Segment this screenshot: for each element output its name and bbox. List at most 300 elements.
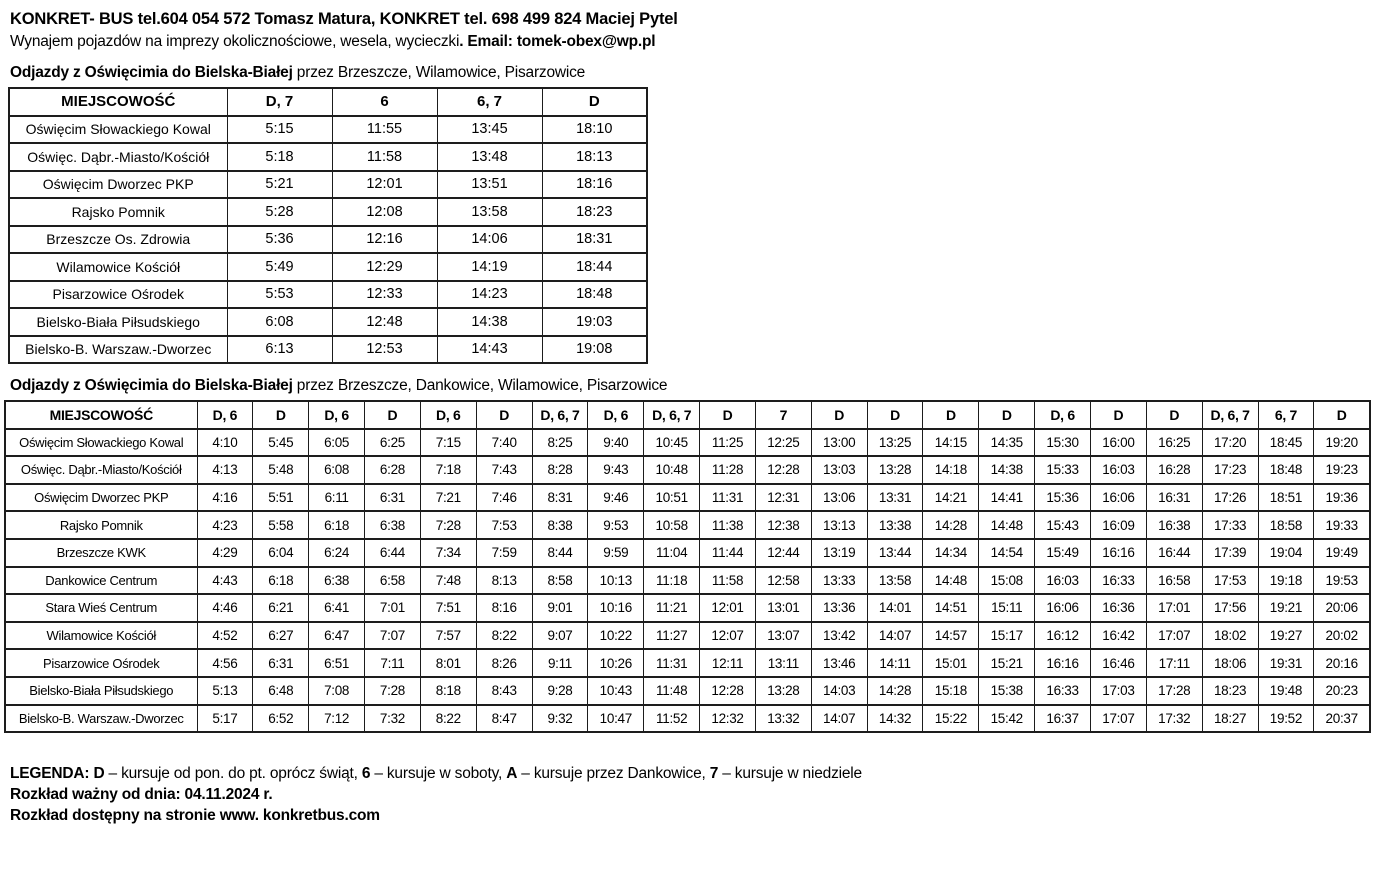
service-days-header: D	[1146, 401, 1202, 429]
departure-time-cell: 20:37	[1314, 705, 1370, 733]
departure-time-cell: 16:16	[1035, 649, 1091, 677]
departure-time-cell: 7:53	[476, 511, 532, 539]
departure-time-cell: 14:07	[811, 705, 867, 733]
table-row	[5, 539, 1370, 567]
departure-time-cell: 7:46	[476, 484, 532, 512]
valid-from-line: Rozkład ważny od dnia: 04.11.2024 r.	[10, 786, 273, 804]
departure-time-cell: 16:33	[1091, 567, 1147, 595]
table-header-row	[5, 401, 1370, 429]
departure-time-cell: 12:31	[755, 484, 811, 512]
stop-name-cell: Pisarzowice Ośrodek	[9, 281, 227, 309]
departure-time-cell: 15:22	[923, 705, 979, 733]
departure-time-cell: 10:45	[644, 429, 700, 457]
departure-time-cell: 16:42	[1091, 622, 1147, 650]
departure-time-cell: 13:58	[867, 567, 923, 595]
departure-time-cell: 9:43	[588, 456, 644, 484]
departure-time-cell: 6:27	[253, 622, 309, 650]
departure-time-cell: 16:06	[1035, 594, 1091, 622]
departure-time-cell: 19:21	[1258, 594, 1314, 622]
page-title: KONKRET- BUS tel.604 054 572 Tomasz Matura, KONKRET tel. 698 499 824 Maciej Pytel	[10, 10, 678, 28]
departure-time-cell: 14:06	[437, 226, 542, 254]
departure-time-cell: 7:21	[420, 484, 476, 512]
stop-name-cell: Brzeszcze Os. Zdrowia	[9, 226, 227, 254]
departure-time-cell: 19:49	[1314, 539, 1370, 567]
departure-time-cell: 17:01	[1146, 594, 1202, 622]
departure-time-cell: 14:03	[811, 677, 867, 705]
departure-time-cell: 7:18	[420, 456, 476, 484]
departure-time-cell: 6:47	[309, 622, 365, 650]
departure-time-cell: 15:42	[979, 705, 1035, 733]
service-days-header: 6, 7	[1258, 401, 1314, 429]
departure-time-cell: 7:15	[420, 429, 476, 457]
departure-time-cell: 11:44	[700, 539, 756, 567]
table-row	[9, 226, 647, 254]
departure-time-cell: 17:56	[1202, 594, 1258, 622]
stop-name-cell: Bielsko-Biała Piłsudskiego	[9, 308, 227, 336]
departure-time-cell: 5:13	[197, 677, 253, 705]
timetable-dankowice	[4, 400, 1371, 733]
departure-time-cell: 15:49	[1035, 539, 1091, 567]
departure-time-cell: 6:44	[365, 539, 421, 567]
departure-time-cell: 8:28	[532, 456, 588, 484]
departure-time-cell: 10:43	[588, 677, 644, 705]
departure-time-cell: 12:33	[332, 281, 437, 309]
table-row	[9, 336, 647, 364]
departure-time-cell: 4:10	[197, 429, 253, 457]
departure-time-cell: 10:58	[644, 511, 700, 539]
departure-time-cell: 12:58	[755, 567, 811, 595]
departure-time-cell: 13:48	[437, 143, 542, 171]
departure-time-cell: 13:33	[811, 567, 867, 595]
departure-time-cell: 6:18	[309, 511, 365, 539]
departure-time-cell: 15:38	[979, 677, 1035, 705]
table-row	[5, 511, 1370, 539]
table-row	[9, 198, 647, 226]
departure-time-cell: 17:32	[1146, 705, 1202, 733]
stop-name-cell: Brzeszcze KWK	[5, 539, 197, 567]
departure-time-cell: 14:32	[867, 705, 923, 733]
departure-time-cell: 7:51	[420, 594, 476, 622]
departure-time-cell: 14:38	[979, 456, 1035, 484]
departure-time-cell: 9:01	[532, 594, 588, 622]
stop-name-cell: Stara Wieś Centrum	[5, 594, 197, 622]
table-row	[9, 281, 647, 309]
departure-time-cell: 10:47	[588, 705, 644, 733]
departure-time-cell: 14:48	[923, 567, 979, 595]
departure-time-cell: 9:32	[532, 705, 588, 733]
departure-time-cell: 12:11	[700, 649, 756, 677]
departure-time-cell: 8:22	[420, 705, 476, 733]
departure-time-cell: 5:51	[253, 484, 309, 512]
departure-time-cell: 5:48	[253, 456, 309, 484]
departure-time-cell: 17:28	[1146, 677, 1202, 705]
departure-time-cell: 13:58	[437, 198, 542, 226]
departure-time-cell: 6:18	[253, 567, 309, 595]
departure-time-cell: 9:40	[588, 429, 644, 457]
table-header-row	[9, 88, 647, 116]
departure-time-cell: 4:52	[197, 622, 253, 650]
departure-time-cell: 7:28	[365, 677, 421, 705]
departure-time-cell: 14:57	[923, 622, 979, 650]
departure-time-cell: 14:48	[979, 511, 1035, 539]
departure-time-cell: 6:13	[227, 336, 332, 364]
table-row	[9, 171, 647, 199]
departure-time-cell: 13:07	[755, 622, 811, 650]
departure-time-cell: 7:07	[365, 622, 421, 650]
departure-time-cell: 12:29	[332, 253, 437, 281]
departure-time-cell: 18:48	[542, 281, 647, 309]
departure-time-cell: 14:23	[437, 281, 542, 309]
departure-time-cell: 12:32	[700, 705, 756, 733]
departure-time-cell: 7:48	[420, 567, 476, 595]
departure-time-cell: 11:18	[644, 567, 700, 595]
stop-name-cell: Bielsko-B. Warszaw.-Dworzec	[9, 336, 227, 364]
departure-time-cell: 11:31	[644, 649, 700, 677]
departure-time-cell: 14:21	[923, 484, 979, 512]
departure-time-cell: 15:33	[1035, 456, 1091, 484]
departure-time-cell: 12:16	[332, 226, 437, 254]
departure-time-cell: 19:31	[1258, 649, 1314, 677]
departure-time-cell: 5:36	[227, 226, 332, 254]
service-days-header: D	[365, 401, 421, 429]
departure-time-cell: 8:18	[420, 677, 476, 705]
departure-time-cell: 15:21	[979, 649, 1035, 677]
departure-time-cell: 19:08	[542, 336, 647, 364]
departure-time-cell: 9:46	[588, 484, 644, 512]
departure-time-cell: 13:19	[811, 539, 867, 567]
legend-description: – kursuje przez Dankowice,	[517, 765, 710, 783]
departure-time-cell: 19:48	[1258, 677, 1314, 705]
departure-time-cell: 15:17	[979, 622, 1035, 650]
table-row	[5, 677, 1370, 705]
service-days-header: D, 6	[588, 401, 644, 429]
departure-time-cell: 7:57	[420, 622, 476, 650]
departure-time-cell: 16:03	[1035, 567, 1091, 595]
departure-time-cell: 15:11	[979, 594, 1035, 622]
departure-time-cell: 17:39	[1202, 539, 1258, 567]
departure-time-cell: 12:28	[755, 456, 811, 484]
service-days-header: D, 6	[197, 401, 253, 429]
legend-symbol: A	[506, 765, 518, 783]
legend-description: – kursuje od pon. do pt. oprócz świąt,	[104, 765, 362, 783]
departure-time-cell: 14:51	[923, 594, 979, 622]
departure-time-cell: 5:21	[227, 171, 332, 199]
departure-time-cell: 11:52	[644, 705, 700, 733]
stop-name-cell: Dankowice Centrum	[5, 567, 197, 595]
departure-time-cell: 16:16	[1091, 539, 1147, 567]
table-row	[9, 143, 647, 171]
legend-description: – kursuje w niedziele	[718, 765, 862, 783]
departure-time-cell: 11:28	[700, 456, 756, 484]
departure-time-cell: 14:18	[923, 456, 979, 484]
departure-time-cell: 8:44	[532, 539, 588, 567]
departure-time-cell: 11:38	[700, 511, 756, 539]
table-row	[5, 594, 1370, 622]
departure-time-cell: 20:06	[1314, 594, 1370, 622]
section2-heading-bold: Odjazdy z Oświęcimia do Bielska-Białej	[10, 377, 293, 394]
stop-name-cell: Bielsko-Biała Piłsudskiego	[5, 677, 197, 705]
service-days-header: D, 6	[1035, 401, 1091, 429]
departure-time-cell: 15:01	[923, 649, 979, 677]
departure-time-cell: 10:51	[644, 484, 700, 512]
departure-time-cell: 6:52	[253, 705, 309, 733]
service-days-header: D	[700, 401, 756, 429]
departure-time-cell: 10:26	[588, 649, 644, 677]
departure-time-cell: 11:55	[332, 116, 437, 144]
departure-time-cell: 6:08	[227, 308, 332, 336]
stop-name-cell: Oświęcim Dworzec PKP	[5, 484, 197, 512]
departure-time-cell: 14:07	[867, 622, 923, 650]
service-days-header: D	[867, 401, 923, 429]
departure-time-cell: 8:26	[476, 649, 532, 677]
departure-time-cell: 6:21	[253, 594, 309, 622]
stop-name-cell: Wilamowice Kościół	[5, 622, 197, 650]
departure-time-cell: 9:59	[588, 539, 644, 567]
departure-time-cell: 15:36	[1035, 484, 1091, 512]
stop-name-cell: Oświęcim Dworzec PKP	[9, 171, 227, 199]
service-days-header: D, 6, 7	[532, 401, 588, 429]
departure-time-cell: 14:19	[437, 253, 542, 281]
departure-time-cell: 9:11	[532, 649, 588, 677]
departure-time-cell: 13:06	[811, 484, 867, 512]
departure-time-cell: 15:30	[1035, 429, 1091, 457]
departure-time-cell: 14:34	[923, 539, 979, 567]
departure-time-cell: 11:21	[644, 594, 700, 622]
table-row	[5, 705, 1370, 733]
departure-time-cell: 13:32	[755, 705, 811, 733]
departure-time-cell: 19:53	[1314, 567, 1370, 595]
table-row	[5, 484, 1370, 512]
departure-time-cell: 18:58	[1258, 511, 1314, 539]
departure-time-cell: 6:51	[309, 649, 365, 677]
departure-time-cell: 16:09	[1091, 511, 1147, 539]
departure-time-cell: 12:01	[700, 594, 756, 622]
departure-time-cell: 12:44	[755, 539, 811, 567]
departure-time-cell: 4:29	[197, 539, 253, 567]
departure-time-cell: 13:51	[437, 171, 542, 199]
departure-time-cell: 17:07	[1091, 705, 1147, 733]
service-days-header: D	[979, 401, 1035, 429]
website-line: Rozkład dostępny na stronie www. konkretbus.com	[10, 807, 380, 825]
departure-time-cell: 8:47	[476, 705, 532, 733]
departure-time-cell: 11:27	[644, 622, 700, 650]
departure-time-cell: 16:03	[1091, 456, 1147, 484]
departure-time-cell: 7:40	[476, 429, 532, 457]
departure-time-cell: 9:07	[532, 622, 588, 650]
departure-time-cell: 7:34	[420, 539, 476, 567]
departure-time-cell: 17:53	[1202, 567, 1258, 595]
departure-time-cell: 18:51	[1258, 484, 1314, 512]
departure-time-cell: 18:23	[1202, 677, 1258, 705]
departure-time-cell: 18:48	[1258, 456, 1314, 484]
departure-time-cell: 13:13	[811, 511, 867, 539]
departure-time-cell: 5:49	[227, 253, 332, 281]
legend-symbol: D	[93, 765, 105, 783]
departure-time-cell: 6:11	[309, 484, 365, 512]
departure-time-cell: 6:48	[253, 677, 309, 705]
service-days-header: D, 7	[227, 88, 332, 116]
departure-time-cell: 18:16	[542, 171, 647, 199]
departure-time-cell: 19:23	[1314, 456, 1370, 484]
departure-time-cell: 4:23	[197, 511, 253, 539]
service-days-header: 7	[755, 401, 811, 429]
departure-time-cell: 10:16	[588, 594, 644, 622]
departure-time-cell: 19:03	[542, 308, 647, 336]
departure-time-cell: 7:59	[476, 539, 532, 567]
departure-time-cell: 11:25	[700, 429, 756, 457]
departure-time-cell: 18:45	[1258, 429, 1314, 457]
departure-time-cell: 10:48	[644, 456, 700, 484]
departure-time-cell: 12:38	[755, 511, 811, 539]
departure-time-cell: 4:46	[197, 594, 253, 622]
service-days-header: D, 6	[309, 401, 365, 429]
stop-column-header: MIEJSCOWOŚĆ	[5, 401, 197, 429]
departure-time-cell: 8:01	[420, 649, 476, 677]
departure-time-cell: 16:25	[1146, 429, 1202, 457]
section1-heading-bold: Odjazdy z Oświęcimia do Bielska-Białej	[10, 64, 293, 81]
stop-name-cell: Rajsko Pomnik	[9, 198, 227, 226]
departure-time-cell: 19:33	[1314, 511, 1370, 539]
table-row	[9, 308, 647, 336]
table-row	[5, 649, 1370, 677]
departure-time-cell: 5:45	[253, 429, 309, 457]
departure-time-cell: 20:16	[1314, 649, 1370, 677]
departure-time-cell: 7:43	[476, 456, 532, 484]
departure-time-cell: 16:58	[1146, 567, 1202, 595]
service-days-header: D, 6	[420, 401, 476, 429]
departure-time-cell: 19:18	[1258, 567, 1314, 595]
departure-time-cell: 9:53	[588, 511, 644, 539]
departure-time-cell: 5:53	[227, 281, 332, 309]
service-days-header: D	[1314, 401, 1370, 429]
departure-time-cell: 17:03	[1091, 677, 1147, 705]
departure-time-cell: 14:11	[867, 649, 923, 677]
legend-description: – kursuje w soboty,	[370, 765, 507, 783]
departure-time-cell: 13:31	[867, 484, 923, 512]
table-row	[5, 622, 1370, 650]
departure-time-cell: 18:44	[542, 253, 647, 281]
legend-line	[10, 765, 1375, 783]
departure-time-cell: 12:25	[755, 429, 811, 457]
stop-name-cell: Wilamowice Kościół	[9, 253, 227, 281]
stop-name-cell: Pisarzowice Ośrodek	[5, 649, 197, 677]
departure-time-cell: 16:36	[1091, 594, 1147, 622]
departure-time-cell: 13:28	[755, 677, 811, 705]
departure-time-cell: 8:31	[532, 484, 588, 512]
service-days-header: D	[253, 401, 309, 429]
departure-time-cell: 16:44	[1146, 539, 1202, 567]
departure-time-cell: 6:31	[365, 484, 421, 512]
service-days-header: D	[811, 401, 867, 429]
departure-time-cell: 20:02	[1314, 622, 1370, 650]
stop-name-cell: Rajsko Pomnik	[5, 511, 197, 539]
departure-time-cell: 16:31	[1146, 484, 1202, 512]
table-row	[9, 253, 647, 281]
departure-time-cell: 6:24	[309, 539, 365, 567]
page-subtitle	[10, 33, 1375, 51]
departure-time-cell: 13:42	[811, 622, 867, 650]
departure-time-cell: 9:28	[532, 677, 588, 705]
table-row	[5, 429, 1370, 457]
departure-time-cell: 6:41	[309, 594, 365, 622]
departure-time-cell: 11:48	[644, 677, 700, 705]
departure-time-cell: 4:13	[197, 456, 253, 484]
departure-time-cell: 19:52	[1258, 705, 1314, 733]
departure-time-cell: 16:38	[1146, 511, 1202, 539]
departure-time-cell: 17:23	[1202, 456, 1258, 484]
departure-time-cell: 8:43	[476, 677, 532, 705]
table-row	[5, 567, 1370, 595]
subtitle-text: Wynajem pojazdów na imprezy okolicznościowe, wesela, wycieczki	[10, 33, 460, 50]
departure-time-cell: 6:05	[309, 429, 365, 457]
departure-time-cell: 13:46	[811, 649, 867, 677]
departure-time-cell: 14:28	[867, 677, 923, 705]
departure-time-cell: 14:38	[437, 308, 542, 336]
departure-time-cell: 6:08	[309, 456, 365, 484]
departure-time-cell: 7:11	[365, 649, 421, 677]
departure-time-cell: 13:00	[811, 429, 867, 457]
departure-time-cell: 5:15	[227, 116, 332, 144]
departure-time-cell: 5:58	[253, 511, 309, 539]
service-days-header: D	[1091, 401, 1147, 429]
departure-time-cell: 5:28	[227, 198, 332, 226]
table-row	[5, 456, 1370, 484]
service-days-header: D	[542, 88, 647, 116]
departure-time-cell: 7:28	[420, 511, 476, 539]
departure-time-cell: 18:06	[1202, 649, 1258, 677]
departure-time-cell: 7:01	[365, 594, 421, 622]
departure-time-cell: 19:27	[1258, 622, 1314, 650]
departure-time-cell: 6:38	[365, 511, 421, 539]
departure-time-cell: 8:22	[476, 622, 532, 650]
departure-time-cell: 14:43	[437, 336, 542, 364]
stop-name-cell: Oświęcim Słowackiego Kowal	[5, 429, 197, 457]
section1-heading	[10, 64, 1375, 82]
departure-time-cell: 12:07	[700, 622, 756, 650]
departure-time-cell: 14:01	[867, 594, 923, 622]
subtitle-email: . Email: tomek-obex@wp.pl	[459, 33, 656, 50]
departure-time-cell: 16:06	[1091, 484, 1147, 512]
service-days-header: D, 6, 7	[1202, 401, 1258, 429]
departure-time-cell: 20:23	[1314, 677, 1370, 705]
departure-time-cell: 13:28	[867, 456, 923, 484]
departure-time-cell: 7:12	[309, 705, 365, 733]
section2-heading	[10, 377, 1375, 395]
departure-time-cell: 17:26	[1202, 484, 1258, 512]
service-days-header: 6	[332, 88, 437, 116]
stop-name-cell: Oświęcim Słowackiego Kowal	[9, 116, 227, 144]
departure-time-cell: 11:31	[700, 484, 756, 512]
departure-time-cell: 18:10	[542, 116, 647, 144]
legend-block	[10, 765, 1375, 825]
departure-time-cell: 5:18	[227, 143, 332, 171]
section2-heading-rest: przez Brzeszcze, Dankowice, Wilamowice, Pisarzowice	[292, 377, 668, 394]
departure-time-cell: 14:35	[979, 429, 1035, 457]
departure-time-cell: 19:04	[1258, 539, 1314, 567]
departure-time-cell: 13:11	[755, 649, 811, 677]
departure-time-cell: 11:04	[644, 539, 700, 567]
departure-time-cell: 8:16	[476, 594, 532, 622]
departure-time-cell: 13:03	[811, 456, 867, 484]
departure-time-cell: 4:56	[197, 649, 253, 677]
departure-time-cell: 7:32	[365, 705, 421, 733]
departure-time-cell: 15:43	[1035, 511, 1091, 539]
departure-time-cell: 17:20	[1202, 429, 1258, 457]
departure-time-cell: 6:38	[309, 567, 365, 595]
service-days-header: D	[923, 401, 979, 429]
departure-time-cell: 18:27	[1202, 705, 1258, 733]
departure-time-cell: 18:02	[1202, 622, 1258, 650]
